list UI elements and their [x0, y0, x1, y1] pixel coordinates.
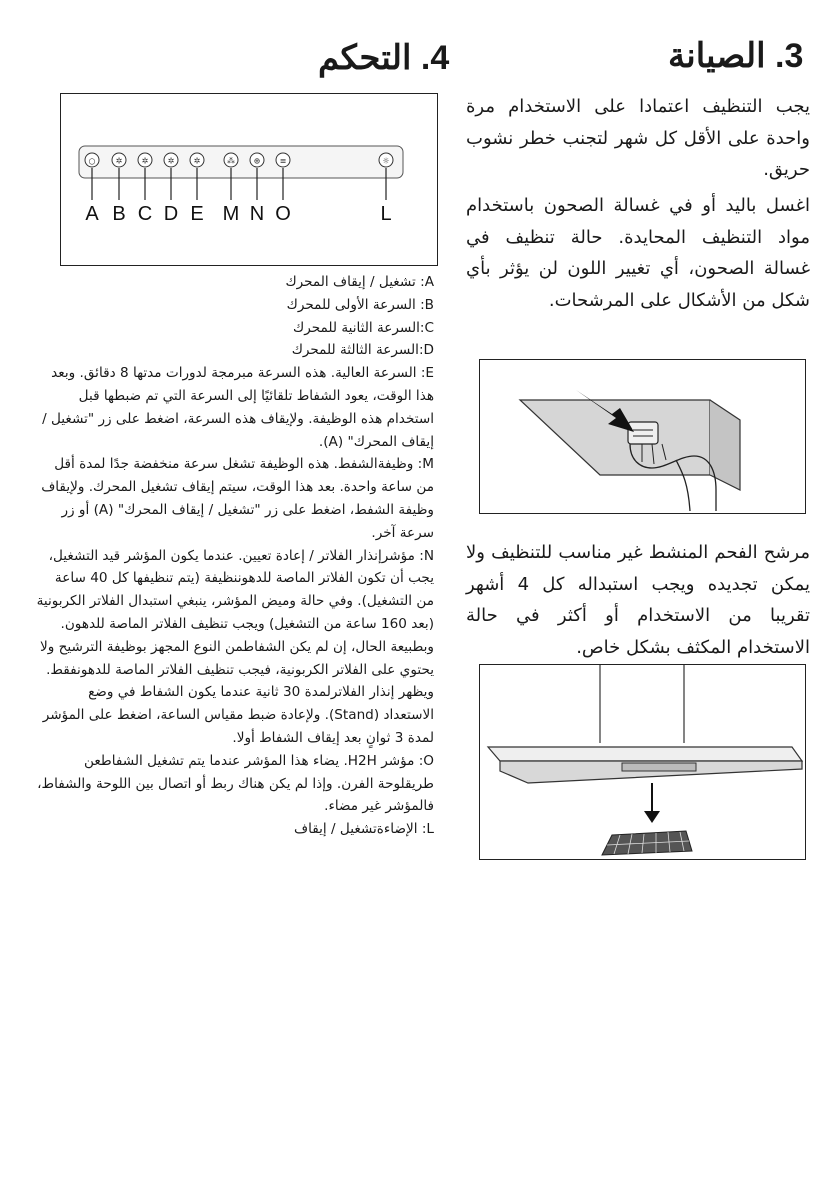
panel-button-glyph-c: ✲: [141, 156, 149, 166]
legend-n: N: مؤشرإنذار الفلاتر / إعادة تعيين. عندما يكون المؤشر قيد التشغيل، يجب أن تكون الفلاتر الماصة للدهوننظيفة (يتم تنظيفها كل 40 ساعة من التشغيل). وفي حالة وميض المؤشر، ينبغي استبدال الفلاتر الكربونية (بعد 160 ساعة من التشغيل) ويجب تنظيف الفلاتر الماصة للدهون. وبطبيعة الحال، إن لم يكن الشفاطمن النوع المجهز بوظيفة الترشيح ولا يحتوي على الفلاتر الكربونية، فيجب تنظيف الفلاتر الماصة للدهونفقط. ويظهر إنذار الفلاترلمدة 30 ثانية عندما يكون الشفاط في وضع الاستعداد (Stand). ولإعادة ضبط مقياس الساعة، اضغط على المؤشر لمدة 3 ثوانٍ بعد إيقاف الشفاط أولا.: [36, 547, 434, 746]
legend-l: L: الإضاءةتشغيل / إيقاف: [294, 821, 434, 838]
control-panel-diagram: [60, 93, 438, 266]
panel-letter-d: D: [163, 203, 179, 225]
panel-letter-l: L: [380, 203, 392, 225]
panel-letter-e: E: [190, 203, 204, 225]
legend-e: E: السرعة العالية. هذه السرعة مبرمجة لدورات مدتها 8 دقائق. وبعد هذا الوقت، يعود الشفاط تلقائيًا إلى السرعة التي تم ضبطها قبل استخدام هذه الوظيفة. ولإيقاف هذه السرعة، اضغط على زر "تشغيل / إيقاف المحرك" (A).: [42, 365, 434, 450]
panel-button-glyph-b: ✲: [115, 156, 123, 166]
panel-letter-o: O: [275, 203, 291, 225]
control-panel-drawing: [61, 94, 436, 264]
panel-button-glyph-a: ○: [88, 156, 96, 166]
panel-button-glyph-e: ✲: [193, 156, 201, 166]
filter-removal-illustration: [479, 359, 806, 514]
panel-button-glyph-d: ✲: [167, 156, 175, 166]
panel-letter-m: M: [222, 203, 240, 225]
panel-letter-a: A: [85, 203, 99, 225]
legend-b: B: السرعة الأولى للمحرك: [286, 296, 434, 313]
control-legend: [36, 271, 434, 841]
panel-button-glyph-n: ⊕: [253, 156, 261, 166]
panel-letter-c: C: [137, 203, 153, 225]
legend-o: O: مؤشر H2H. يضاء هذا المؤشر عندما يتم تشغيل الشفاطعن طريقلوحة الفرن. وإذا لم يكن هناك ربط أو اتصال بين اللوحة والشفاط، فالمؤشر غير مضاء.: [37, 752, 434, 815]
panel-letter-n: N: [249, 203, 265, 225]
panel-button-glyph-m: ⁂: [227, 156, 235, 166]
hood-filter-illustration: [479, 664, 806, 860]
control-heading: 4. التحكم: [318, 39, 450, 77]
legend-a: A: تشغيل / إيقاف المحرك: [285, 274, 434, 290]
legend-m: M: وظيفةالشفط. هذه الوظيفة تشغل سرعة منخفضة جدًا لمدة أقل من ساعة واحدة. بعد هذا الوقت، سيتم إيقاف تشغيل المحرك. ولإيقاف وظيفة الشفط، اضغط على زر "تشغيل / إيقاف المحرك" (A) أو زر سرعة آخر.: [41, 456, 434, 541]
maintenance-paragraph-2: اغسل باليد أو في غسالة الصحون باستخدام مواد التنظيف المحايدة. حالة تنظيف في غسالة الصحون، أي تغيير اللون لن يؤثر بأي شكل من الأشكال على المرشحات.: [466, 195, 810, 311]
legend-d: D:السرعة الثالثة للمحرك: [291, 342, 434, 359]
hood-drawing: [480, 665, 804, 858]
panel-button-glyph-o: ≡: [279, 156, 287, 166]
hand-filter-drawing: [480, 360, 804, 512]
maintenance-heading: 3. الصيانة: [668, 37, 804, 75]
panel-letter-b: B: [112, 203, 126, 225]
legend-c: C:السرعة الثانية للمحرك: [293, 319, 434, 336]
panel-button-glyph-l: ☼: [382, 156, 390, 166]
maintenance-paragraph-1: يجب التنظيف اعتمادا على الاستخدام مرة واحدة على الأقل كل شهر لتجنب خطر نشوب حريق.: [466, 96, 810, 180]
maintenance-paragraph-3: مرشح الفحم المنشط غير مناسب للتنظيف ولا يمكن تجديده ويجب استبداله كل 4 أشهر تقريبا من الاستخدام أو أكثر في حالة الاستخدام المكثف بشكل خاص.: [466, 542, 810, 658]
